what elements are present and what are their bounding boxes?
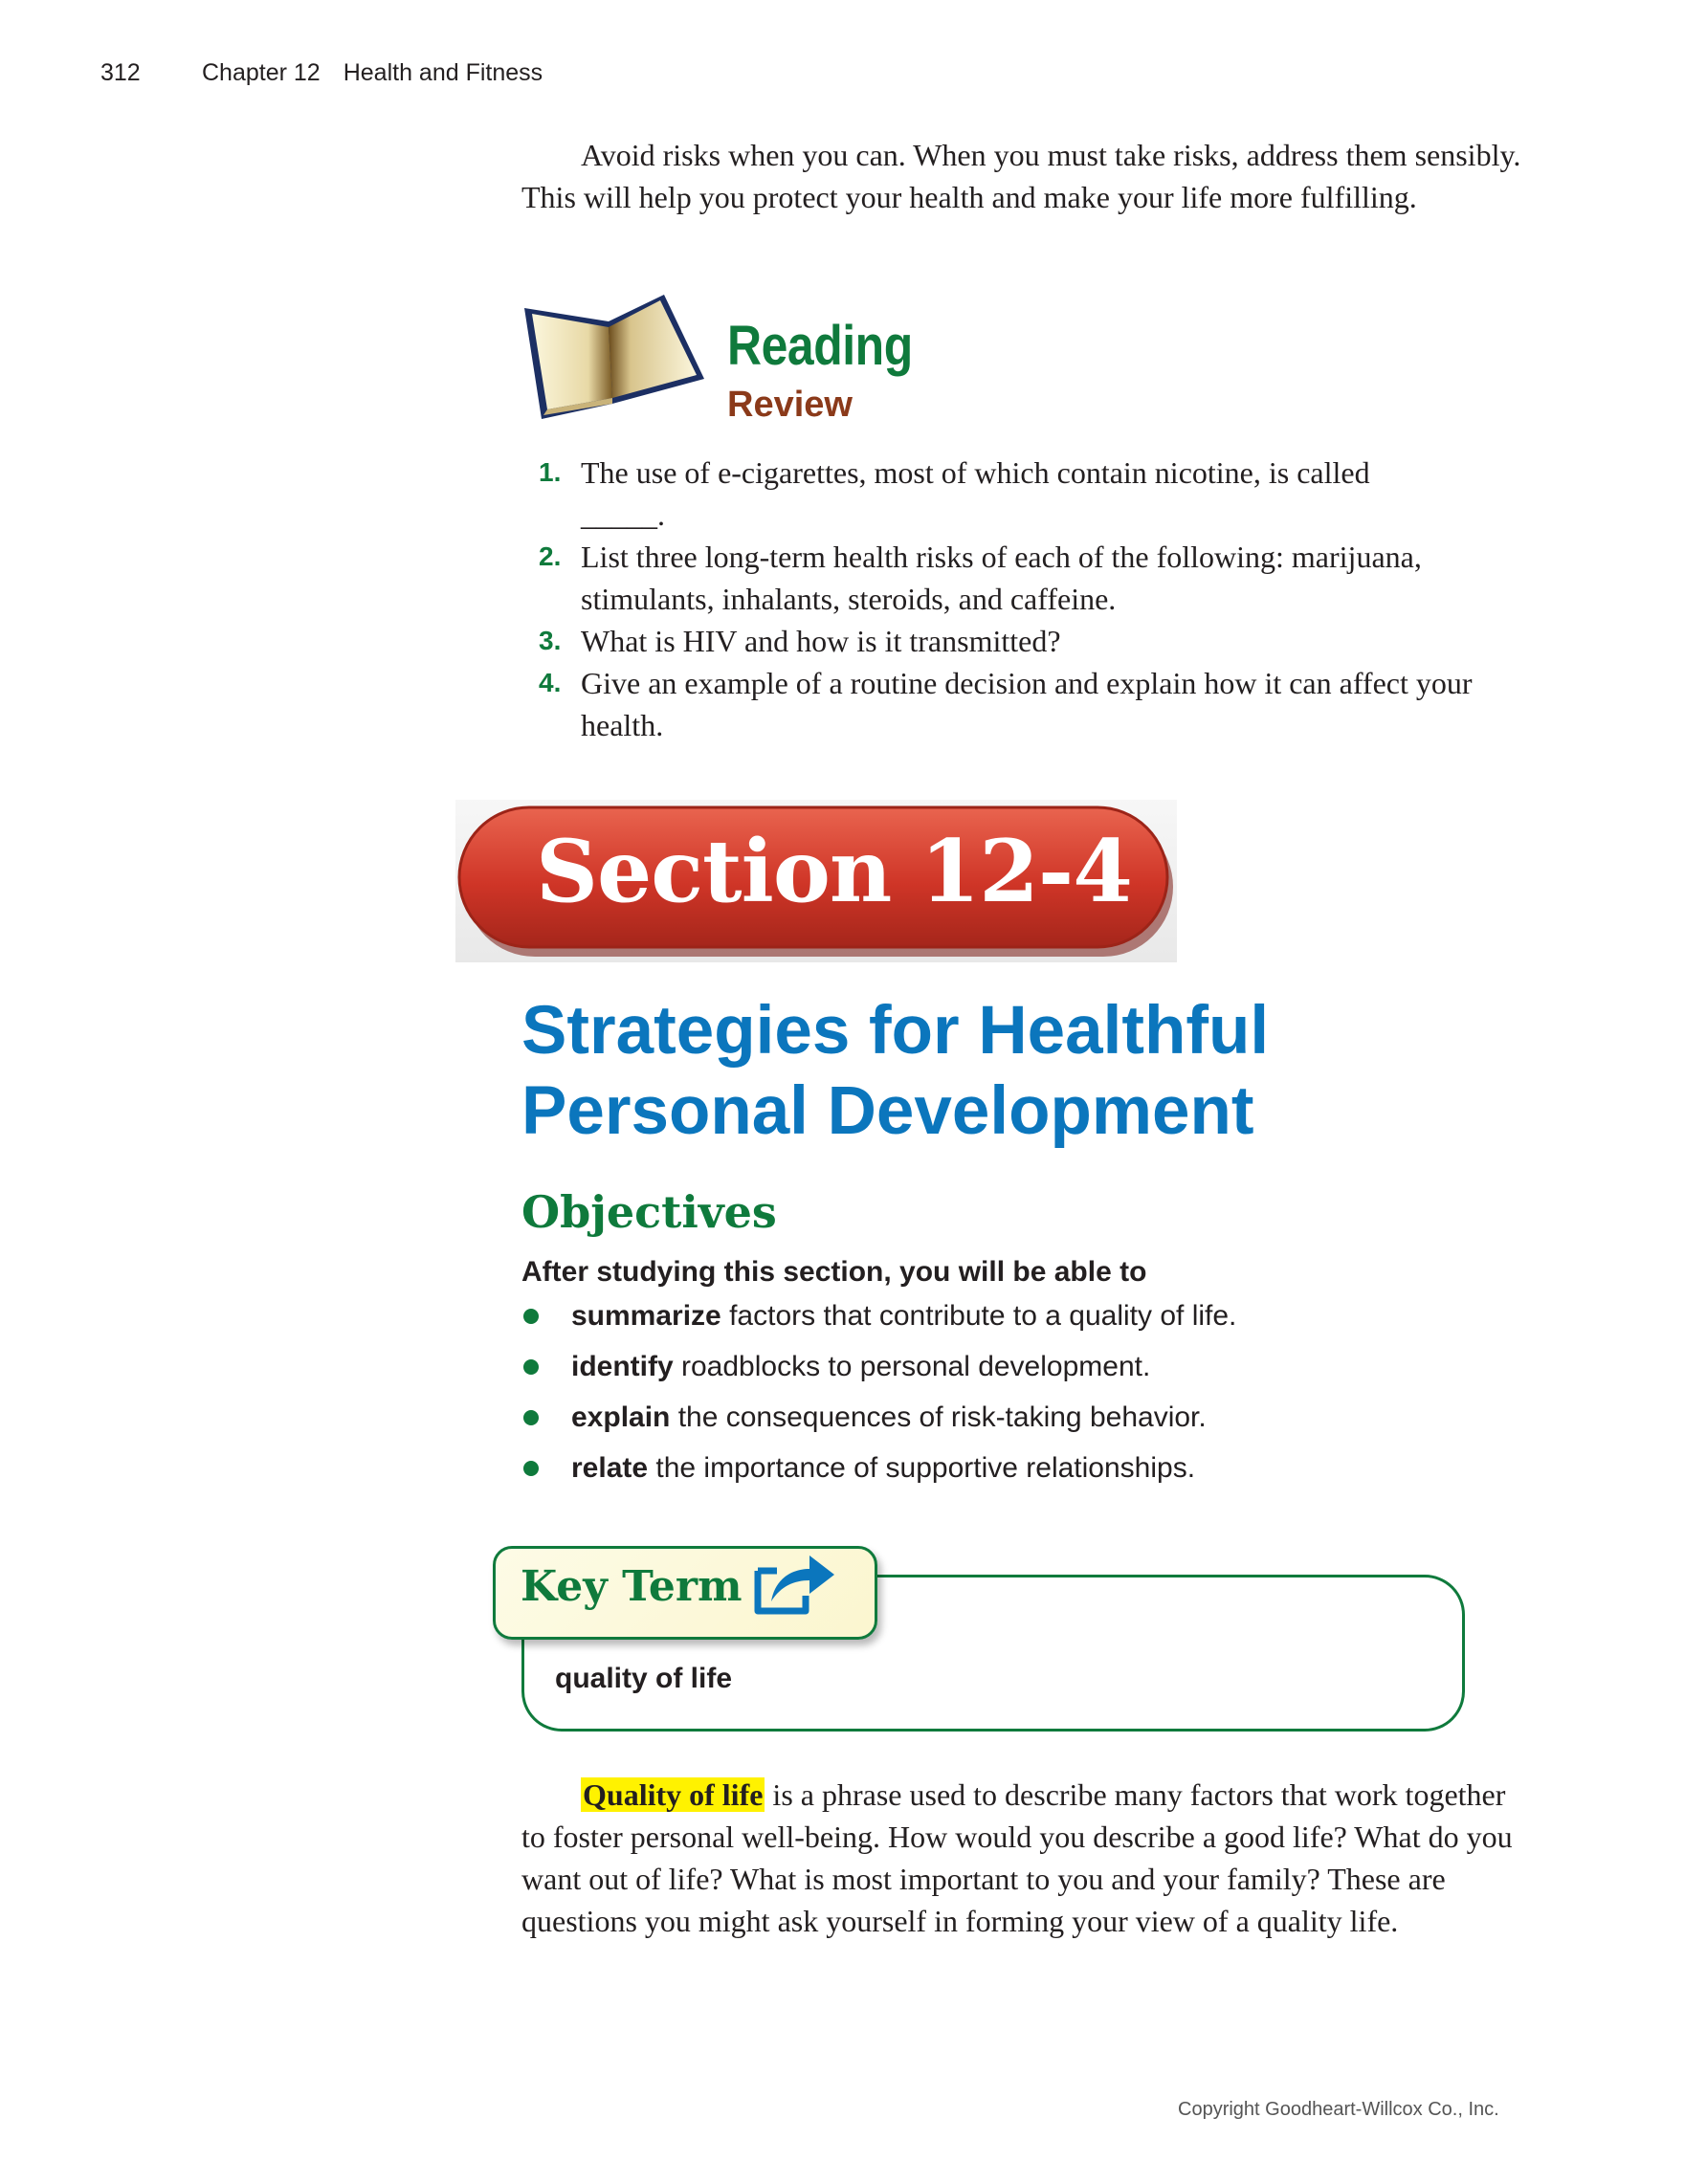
key-term-text: quality of life — [555, 1663, 733, 1694]
objectives-heading: Objectives — [521, 1186, 777, 1238]
bullet — [523, 1461, 539, 1476]
highlighted-term: Quality of life — [583, 1777, 764, 1812]
page-number: 312 — [100, 59, 141, 86]
objectives-list — [521, 1297, 1236, 1500]
running-header — [100, 59, 543, 87]
bullet — [523, 1359, 539, 1375]
section-title: Strategies for Healthful Personal Development — [521, 993, 1270, 1149]
fill-in-blank: _____. — [581, 497, 665, 532]
key-term-label: Key Term — [521, 1562, 743, 1611]
list-item: summarize factors that contribute to a quality of life. — [521, 1297, 1236, 1348]
copyright-footer: Copyright Goodheart-Willcox Co., Inc. — [1178, 2099, 1499, 2120]
list-item: 4. Give an example of a routine decision and explain how it can affect your health. — [539, 666, 1473, 742]
share-arrow-icon[interactable] — [750, 1542, 838, 1617]
section-label: Section 12-4 — [536, 821, 1132, 922]
list-item: 2. List three long-term health risks of each of the following: marijuana, stimulants, inhalants, steroids, and caffeine. — [539, 540, 1422, 616]
closing-paragraph: Quality of life is a phrase used to describe many factors that work together to foster personal well-being. How would you describe a good life? What do you want out of life? What is most important to you and your family? These are questions you might ask yourself in forming your view of a quality life. — [521, 1777, 1513, 1938]
reading-review-heading: Reading — [727, 315, 913, 377]
bullet — [523, 1309, 539, 1324]
review-questions — [521, 452, 1526, 746]
bullet — [523, 1410, 539, 1425]
list-item: relate the importance of supportive relationships. — [521, 1449, 1236, 1500]
intro-paragraph: Avoid risks when you can. When you must take risks, address them sensibly. This will help you protect your health and make your life more fulfilling. — [521, 138, 1521, 214]
open-book-icon — [521, 291, 706, 421]
list-item: identify roadblocks to personal development. — [521, 1348, 1236, 1399]
chapter-title: Health and Fitness — [343, 59, 543, 86]
list-item: explain the consequences of risk-taking behavior. — [521, 1399, 1236, 1449]
chapter-number: Chapter 12 — [202, 59, 321, 86]
list-item: 3. What is HIV and how is it transmitted? — [539, 624, 1061, 658]
list-item: 1. The use of e-cigarettes, most of which contain nicotine, is called _____. — [521, 452, 1526, 536]
reading-review-subheading: Review — [727, 385, 853, 425]
objectives-intro: After studying this section, you will be able to — [521, 1256, 1147, 1288]
